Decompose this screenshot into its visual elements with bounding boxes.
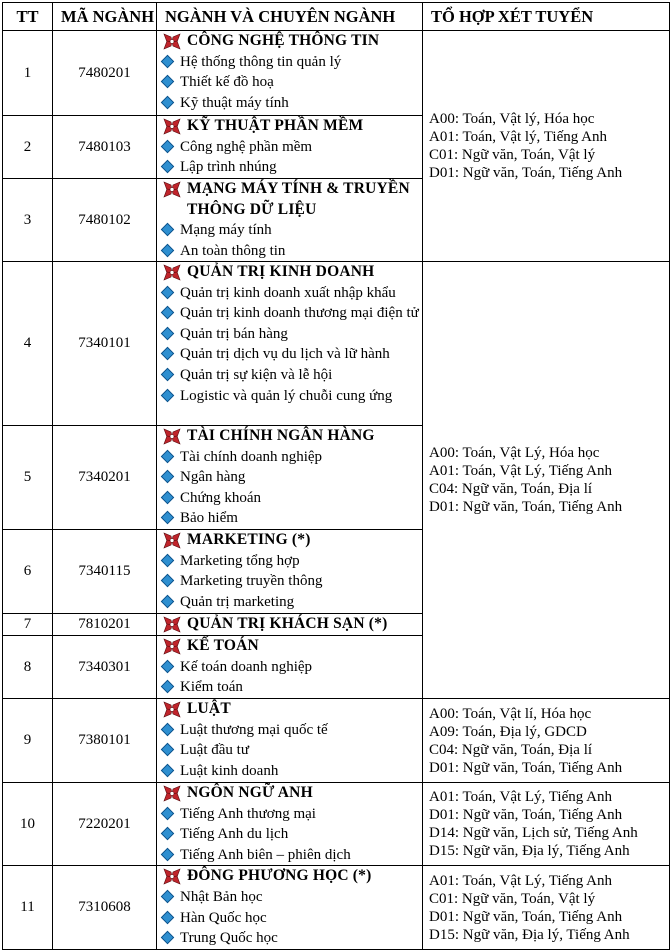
major-code: 7380101 <box>53 699 157 783</box>
major-cell <box>157 262 423 426</box>
major-cell <box>157 783 423 866</box>
row-number: 7 <box>3 614 53 636</box>
specialization: Lập trình nhúng <box>180 159 277 176</box>
major-cell <box>157 179 423 262</box>
major-cell <box>157 116 423 179</box>
specialization: Tài chính doanh nghiệp <box>180 448 323 465</box>
table-row <box>3 699 670 783</box>
major-cell <box>157 31 423 116</box>
specialization: Nhật Bản học <box>180 888 263 905</box>
combo-line: D01: Ngữ văn, Toán, Tiếng Anh <box>429 908 623 925</box>
specialization: Trung Quốc học <box>180 930 278 947</box>
combo-line: D14: Ngữ văn, Lịch sử, Tiếng Anh <box>429 825 638 842</box>
list-item <box>161 571 420 592</box>
blue-diamond-bullet-icon <box>161 574 174 587</box>
combo-line: A01: Toán, Vật lý, Tiếng Anh <box>429 129 608 146</box>
blue-diamond-bullet-icon <box>161 910 174 923</box>
list-item <box>161 303 420 324</box>
list-item <box>161 447 420 468</box>
blue-diamond-bullet-icon <box>161 306 174 319</box>
list-item <box>161 551 420 572</box>
blue-diamond-bullet-icon <box>161 764 174 777</box>
list-item <box>161 137 420 158</box>
list-item <box>161 908 420 929</box>
specialization: Luật đầu tư <box>180 742 249 759</box>
major-code: 7340301 <box>53 636 157 699</box>
major-name: ĐÔNG PHƯƠNG HỌC (*) <box>187 867 372 885</box>
red-flower-bullet-icon <box>163 181 182 198</box>
blue-diamond-bullet-icon <box>161 848 174 861</box>
red-flower-bullet-icon <box>163 638 182 655</box>
row-number: 9 <box>3 699 53 783</box>
blue-diamond-bullet-icon <box>161 553 174 566</box>
blue-diamond-bullet-icon <box>161 680 174 693</box>
blue-diamond-bullet-icon <box>161 491 174 504</box>
major-name: CÔNG NGHỆ THÔNG TIN <box>187 32 380 49</box>
specialization: Quản trị bán hàng <box>180 325 288 342</box>
major-heading <box>161 426 420 447</box>
list-item <box>161 720 420 741</box>
major-code: 7810201 <box>53 614 157 636</box>
list-item <box>161 467 420 488</box>
specialization: Tiếng Anh thương mại <box>180 805 316 822</box>
list-item <box>161 324 420 345</box>
red-flower-bullet-icon <box>163 532 182 549</box>
combo-line: D15: Ngữ văn, Địa lý, Tiếng Anh <box>429 843 630 860</box>
major-code: 7480103 <box>53 116 157 179</box>
blue-diamond-bullet-icon <box>161 347 174 360</box>
specialization: Luật kinh doanh <box>180 762 279 779</box>
major-cell <box>157 614 423 636</box>
red-flower-bullet-icon <box>163 428 182 445</box>
combo-line: D01: Ngữ văn, Toán, Tiếng Anh <box>429 165 623 182</box>
specialization: Kiểm toán <box>180 679 243 696</box>
list-item <box>161 220 420 241</box>
list-item <box>161 824 420 845</box>
table-row <box>3 866 670 950</box>
row-number: 3 <box>3 179 53 262</box>
table-header-row <box>3 3 670 31</box>
blue-diamond-bullet-icon <box>161 243 174 256</box>
major-cell <box>157 530 423 614</box>
blue-diamond-bullet-icon <box>161 931 174 944</box>
red-flower-bullet-icon <box>163 33 182 50</box>
combo-line: A01: Toán, Vật Lý, Tiếng Anh <box>429 463 612 480</box>
blue-diamond-bullet-icon <box>161 368 174 381</box>
major-heading <box>161 699 420 720</box>
blue-diamond-bullet-icon <box>161 139 174 152</box>
major-name: QUẢN TRỊ KINH DOANH <box>187 263 375 281</box>
row-number: 8 <box>3 636 53 699</box>
blue-diamond-bullet-icon <box>161 511 174 524</box>
major-name: KỸ THUẬT PHẦN MỀM <box>187 117 364 134</box>
red-flower-bullet-icon <box>163 118 182 135</box>
list-item <box>161 241 420 262</box>
list-item <box>161 845 420 866</box>
list-item <box>161 386 420 407</box>
major-code: 7340115 <box>53 530 157 614</box>
combo-line: A00: Toán, Vật lí, Hóa học <box>429 705 592 722</box>
major-code: 7340201 <box>53 426 157 530</box>
header-tt: TT <box>3 3 53 31</box>
list-item <box>161 157 420 178</box>
combo-line: D01: Ngữ văn, Toán, Tiếng Anh <box>429 759 623 776</box>
blue-diamond-bullet-icon <box>161 806 174 819</box>
major-name: LUẬT <box>187 700 231 718</box>
blue-diamond-bullet-icon <box>161 388 174 401</box>
blue-diamond-bullet-icon <box>161 827 174 840</box>
blue-diamond-bullet-icon <box>161 722 174 735</box>
blue-diamond-bullet-icon <box>161 75 174 88</box>
combo-cell <box>423 262 670 699</box>
specialization: Quản trị marketing <box>180 593 295 610</box>
list-item <box>161 365 420 386</box>
combo-line: C04: Ngữ văn, Toán, Địa lí <box>429 481 593 498</box>
specialization: Kế toán doanh nghiệp <box>180 658 313 675</box>
major-heading <box>161 31 420 52</box>
blue-diamond-bullet-icon <box>161 95 174 108</box>
major-heading <box>161 636 420 657</box>
blue-diamond-bullet-icon <box>161 470 174 483</box>
header-code: MÃ NGÀNH <box>53 3 157 31</box>
red-flower-bullet-icon <box>163 264 182 281</box>
specialization: Logistic và quản lý chuỗi cung ứng <box>180 387 393 404</box>
specialization: Luật thương mại quốc tế <box>180 721 328 738</box>
blue-diamond-bullet-icon <box>161 743 174 756</box>
major-heading <box>161 262 420 283</box>
row-number: 10 <box>3 783 53 866</box>
combo-line: D01: Ngữ văn, Toán, Tiếng Anh <box>429 499 623 516</box>
list-item <box>161 677 420 698</box>
row-number: 4 <box>3 262 53 426</box>
specialization: Quản trị sự kiện và lễ hội <box>180 367 333 384</box>
list-item <box>161 93 420 114</box>
major-heading <box>161 116 420 137</box>
list-item <box>161 592 420 613</box>
row-number: 11 <box>3 866 53 950</box>
list-item <box>161 344 420 365</box>
major-cell <box>157 636 423 699</box>
major-heading <box>161 179 420 220</box>
major-heading <box>161 530 420 551</box>
specialization: Ngân hàng <box>180 469 246 486</box>
major-heading <box>161 783 420 804</box>
combo-line: A01: Toán, Vật Lý, Tiếng Anh <box>429 789 612 806</box>
specialization: Thiết kế đồ hoạ <box>180 74 274 91</box>
major-cell <box>157 426 423 530</box>
blue-diamond-bullet-icon <box>161 54 174 67</box>
specialization: Hàn Quốc học <box>180 909 267 926</box>
major-name: TÀI CHÍNH NGÂN HÀNG <box>187 427 375 445</box>
list-item <box>161 72 420 93</box>
combo-cell <box>423 783 670 866</box>
combo-line: D15: Ngữ văn, Địa lý, Tiếng Anh <box>429 926 630 943</box>
combo-line: C04: Ngữ văn, Toán, Địa lí <box>429 741 593 758</box>
combo-line: A00: Toán, Vật lý, Hóa học <box>429 111 595 128</box>
table-row <box>3 783 670 866</box>
blue-diamond-bullet-icon <box>161 890 174 903</box>
table-row <box>3 262 670 426</box>
list-item <box>161 508 420 529</box>
specialization: Quản trị kinh doanh thương mại điện tử <box>180 305 419 322</box>
red-flower-bullet-icon <box>163 701 182 718</box>
combo-cell <box>423 31 670 262</box>
major-cell <box>157 699 423 783</box>
blue-diamond-bullet-icon <box>161 285 174 298</box>
major-name: MẠNG MÁY TÍNH & TRUYỀN THÔNG DỮ LIỆU <box>187 180 410 218</box>
major-code: 7480201 <box>53 31 157 116</box>
specialization: Kỹ thuật máy tính <box>180 94 289 111</box>
table-row <box>3 31 670 116</box>
major-name: QUẢN TRỊ KHÁCH SẠN (*) <box>187 615 388 633</box>
major-code: 7340101 <box>53 262 157 426</box>
list-item <box>161 52 420 73</box>
list-item <box>161 283 420 304</box>
major-cell <box>157 866 423 950</box>
major-heading <box>161 866 420 887</box>
specialization: Hệ thống thông tin quản lý <box>180 53 342 70</box>
list-item <box>161 804 420 825</box>
combo-line: A00: Toán, Vật Lý, Hóa học <box>429 445 600 462</box>
red-flower-bullet-icon <box>163 616 182 633</box>
combo-line: A01: Toán, Vật Lý, Tiếng Anh <box>429 872 612 889</box>
list-item <box>161 488 420 509</box>
blue-diamond-bullet-icon <box>161 595 174 608</box>
major-name: MARKETING (*) <box>187 531 311 549</box>
list-item <box>161 761 420 782</box>
red-flower-bullet-icon <box>163 868 182 885</box>
specialization: Công nghệ phần mềm <box>180 138 313 155</box>
specialization: Tiếng Anh biên – phiên dịch <box>180 846 351 863</box>
specialization: Chứng khoán <box>180 489 262 506</box>
specialization: Tiếng Anh du lịch <box>180 826 289 843</box>
specialization: Quản trị kinh doanh xuất nhập khẩu <box>180 284 396 301</box>
blue-diamond-bullet-icon <box>161 327 174 340</box>
specialization: Mạng máy tính <box>180 222 272 238</box>
combo-line: C01: Ngữ văn, Toán, Vật lý <box>429 890 596 907</box>
specialization: An toàn thông tin <box>180 242 286 259</box>
row-number: 2 <box>3 116 53 179</box>
major-name: KẾ TOÁN <box>187 637 259 655</box>
list-item <box>161 657 420 678</box>
combo-cell <box>423 866 670 950</box>
row-number: 1 <box>3 31 53 116</box>
blue-diamond-bullet-icon <box>161 160 174 173</box>
list-item <box>161 740 420 761</box>
combo-line: D01: Ngữ văn, Toán, Tiếng Anh <box>429 807 623 824</box>
blue-diamond-bullet-icon <box>161 449 174 462</box>
major-code: 7220201 <box>53 783 157 866</box>
blue-diamond-bullet-icon <box>161 223 174 236</box>
combo-cell <box>423 699 670 783</box>
red-flower-bullet-icon <box>163 785 182 802</box>
major-heading <box>161 614 420 635</box>
specialization: Bảo hiểm <box>180 510 238 527</box>
major-name: NGÔN NGỮ ANH <box>187 784 313 802</box>
row-number: 6 <box>3 530 53 614</box>
header-major: NGÀNH VÀ CHUYÊN NGÀNH <box>157 3 423 31</box>
specialization: Quản trị dịch vụ du lịch và lữ hành <box>180 346 390 363</box>
header-combo: TỔ HỢP XÉT TUYỂN <box>423 3 670 31</box>
list-item <box>161 887 420 908</box>
specialization: Marketing truyền thông <box>180 573 323 590</box>
combo-line: A09: Toán, Địa lý, GDCD <box>429 723 587 740</box>
major-code: 7480102 <box>53 179 157 262</box>
list-item <box>161 928 420 949</box>
specialization: Marketing tổng hợp <box>180 552 300 569</box>
major-code: 7310608 <box>53 866 157 950</box>
combo-line: C01: Ngữ văn, Toán, Vật lý <box>429 147 596 164</box>
row-number: 5 <box>3 426 53 530</box>
blue-diamond-bullet-icon <box>161 659 174 672</box>
admissions-table <box>2 2 670 950</box>
